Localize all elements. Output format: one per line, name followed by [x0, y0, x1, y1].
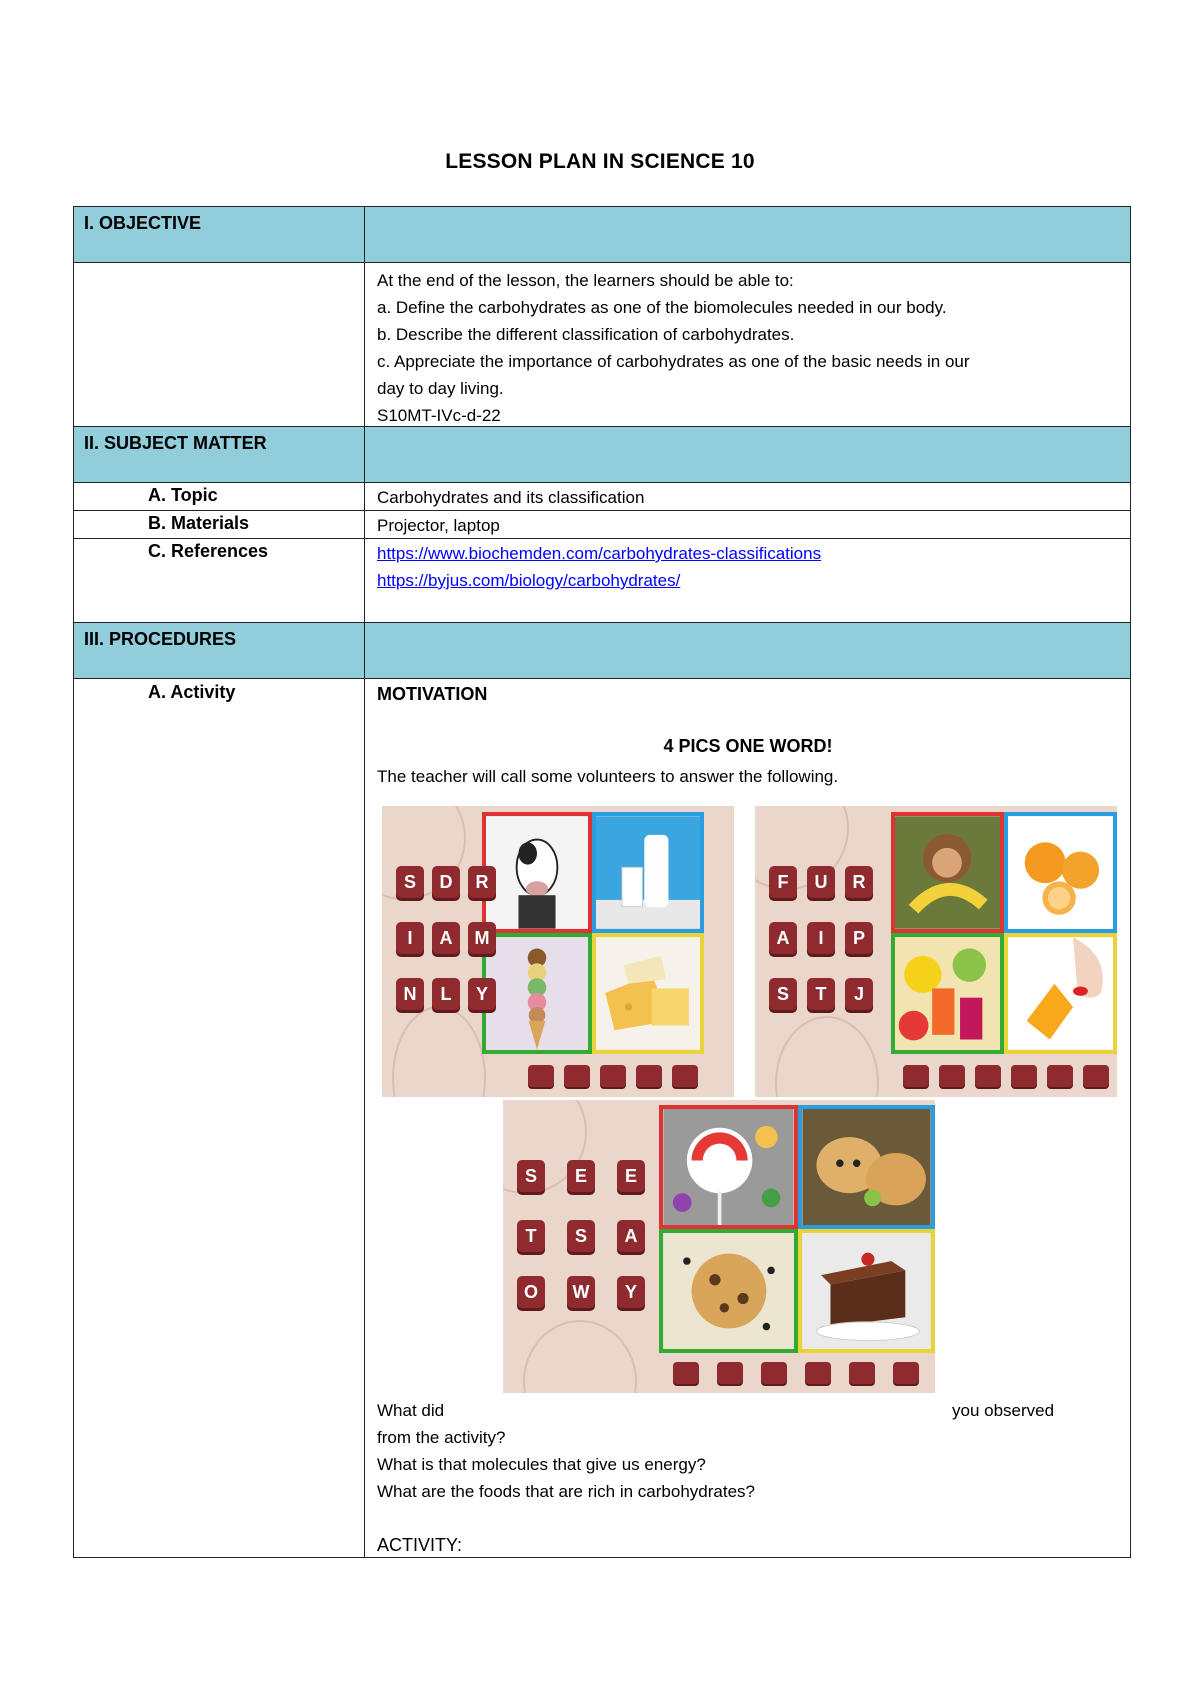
- objective-item: a. Define the carbohydrates as one of the biomolecules needed in our body.: [377, 298, 947, 317]
- letter-tile[interactable]: A: [432, 922, 460, 954]
- chocolate-cake-image: [798, 1229, 935, 1353]
- letter-tile[interactable]: T: [517, 1220, 545, 1252]
- answer-slot[interactable]: [1083, 1065, 1109, 1087]
- puzzle-card: [503, 1100, 935, 1393]
- references-label: C. References: [148, 541, 269, 561]
- table-bottom-border: [73, 1557, 1131, 1558]
- objective-item: b. Describe the different classification of carbohydrates.: [377, 325, 795, 344]
- answer-slot[interactable]: [673, 1362, 699, 1384]
- letter-tile[interactable]: A: [617, 1220, 645, 1252]
- answer-slot[interactable]: [939, 1065, 965, 1087]
- letter-tile[interactable]: O: [517, 1276, 545, 1308]
- motivation-heading: MOTIVATION: [377, 684, 488, 704]
- question-text: What are the foods that are rich in carbohydrates?: [377, 1482, 755, 1501]
- question-text: What did: [377, 1401, 445, 1420]
- letter-tile[interactable]: A: [769, 922, 797, 954]
- letter-tile[interactable]: W: [567, 1276, 595, 1308]
- oranges-image: [1004, 812, 1117, 933]
- game-title: 4 PICS ONE WORD!: [663, 736, 833, 756]
- answer-slot[interactable]: [1011, 1065, 1037, 1087]
- letter-tile[interactable]: S: [567, 1220, 595, 1252]
- letter-tile[interactable]: M: [468, 922, 496, 954]
- answer-slot[interactable]: [893, 1362, 919, 1384]
- ice-cream-image: [482, 933, 592, 1054]
- letter-tile[interactable]: J: [845, 978, 873, 1010]
- puppies-image: [798, 1105, 935, 1229]
- materials-row: [73, 510, 1131, 539]
- subject-matter-header-row: [73, 426, 1131, 483]
- reference-link[interactable]: https://byjus.com/biology/carbohydrates/: [377, 571, 681, 590]
- puzzle-card: [755, 806, 1117, 1097]
- letter-tile[interactable]: P: [845, 922, 873, 954]
- answer-slot[interactable]: [805, 1362, 831, 1384]
- topic-value: Carbohydrates and its classification: [377, 488, 645, 507]
- objective-heading: I. OBJECTIVE: [84, 213, 202, 233]
- answer-slot[interactable]: [528, 1065, 554, 1087]
- activity-label: A. Activity: [148, 682, 236, 702]
- letter-tile[interactable]: T: [807, 978, 835, 1010]
- procedures-heading: III. PROCEDURES: [84, 629, 237, 649]
- letter-tile[interactable]: S: [769, 978, 797, 1010]
- letter-tile[interactable]: R: [845, 866, 873, 898]
- letter-tile[interactable]: Y: [468, 978, 496, 1010]
- letter-tile[interactable]: E: [567, 1160, 595, 1192]
- references-row: [73, 538, 1131, 623]
- activity-heading: ACTIVITY:: [377, 1535, 463, 1555]
- answer-slot[interactable]: [636, 1065, 662, 1087]
- letter-tile[interactable]: S: [396, 866, 424, 898]
- subject-matter-heading: II. SUBJECT MATTER: [84, 433, 267, 453]
- letter-tile[interactable]: L: [432, 978, 460, 1010]
- question-text: What is that molecules that give us energy?: [377, 1455, 706, 1474]
- ants-cookie-image: [659, 1229, 798, 1353]
- topic-label: A. Topic: [148, 485, 218, 505]
- letter-tile[interactable]: F: [769, 866, 797, 898]
- letter-tile[interactable]: N: [396, 978, 424, 1010]
- answer-slot[interactable]: [903, 1065, 929, 1087]
- monkey-banana-image: [891, 812, 1004, 933]
- question-text: from the activity?: [377, 1428, 506, 1447]
- objective-content-row: [73, 262, 1131, 427]
- answer-slot[interactable]: [849, 1362, 875, 1384]
- objective-item: c. Appreciate the importance of carbohydrates as one of the basic needs in our: [377, 352, 970, 371]
- cow-image: [482, 812, 592, 933]
- answer-slot[interactable]: [761, 1362, 787, 1384]
- reference-link[interactable]: https://www.biochemden.com/carbohydrates-classifications: [377, 544, 822, 563]
- question-text: you observed: [952, 1401, 1055, 1420]
- letter-tile[interactable]: I: [396, 922, 424, 954]
- letter-tile[interactable]: R: [468, 866, 496, 898]
- objective-item: day to day living.: [377, 379, 504, 398]
- letter-tile[interactable]: Y: [617, 1276, 645, 1308]
- answer-slot[interactable]: [672, 1065, 698, 1087]
- letter-tile[interactable]: U: [807, 866, 835, 898]
- candy-image: [659, 1105, 798, 1229]
- game-instruction: The teacher will call some volunteers to answer the following.: [377, 767, 839, 786]
- objective-intro: At the end of the lesson, the learners should be able to:: [377, 271, 794, 290]
- topic-row: [73, 482, 1131, 511]
- puzzle-card: [382, 806, 734, 1097]
- materials-label: B. Materials: [148, 513, 250, 533]
- letter-tile[interactable]: S: [517, 1160, 545, 1192]
- competency-code: S10MT-IVc-d-22: [377, 406, 501, 425]
- answer-slot[interactable]: [1047, 1065, 1073, 1087]
- letter-tile[interactable]: I: [807, 922, 835, 954]
- milk-image: [592, 812, 704, 933]
- letter-tile[interactable]: D: [432, 866, 460, 898]
- materials-value: Projector, laptop: [377, 516, 500, 535]
- objective-header-row: [73, 206, 1131, 263]
- answer-slot[interactable]: [600, 1065, 626, 1087]
- procedures-header-row: [73, 622, 1131, 679]
- answer-slot[interactable]: [717, 1362, 743, 1384]
- answer-slot[interactable]: [975, 1065, 1001, 1087]
- eating-mango-image: [1004, 933, 1117, 1054]
- cheese-image: [592, 933, 704, 1054]
- document-title: LESSON PLAN IN SCIENCE 10: [445, 150, 755, 173]
- answer-slot[interactable]: [564, 1065, 590, 1087]
- letter-tile[interactable]: E: [617, 1160, 645, 1192]
- fruit-juice-image: [891, 933, 1004, 1054]
